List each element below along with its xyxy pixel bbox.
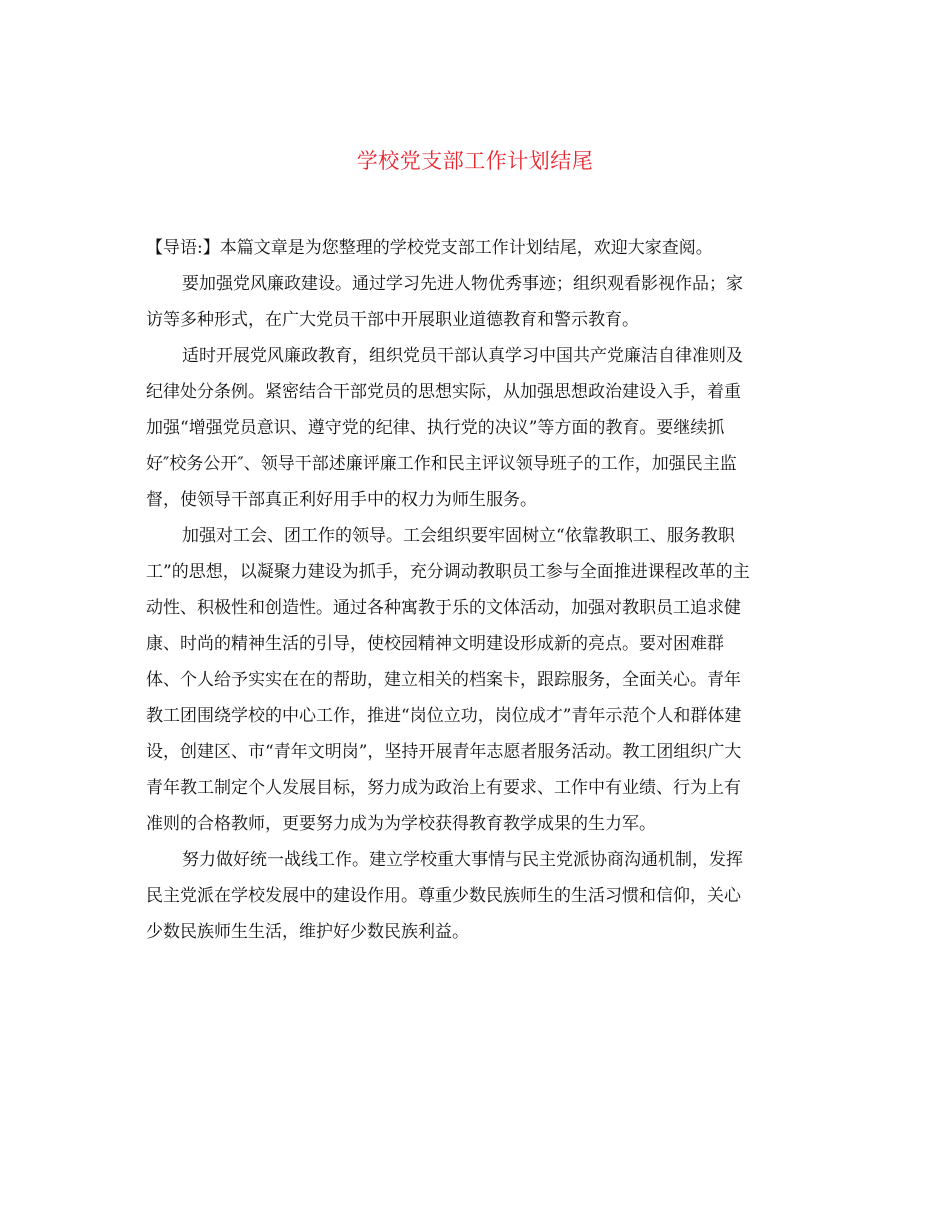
paragraph-3-line-4: 康、时尚的精神生活的引导，使校园精神文明建设形成新的亮点。要对困难群	[146, 634, 724, 654]
paragraph-3-line-6: 教工团围绕学校的中心工作，推进“岗位立功，岗位成才”青年示范个人和群体建	[146, 706, 742, 726]
paragraph-3-line-9: 准则的合格教师，更要努力成为为学校获得教育教学成果的生力军。	[146, 814, 656, 834]
paragraph-2-line-1: 适时开展党风廉政教育，组织党员干部认真学习中国共产党廉洁自律准则及	[182, 346, 743, 366]
paragraph-3-line-7: 设，创建区、市“青年文明岗”，坚持开展青年志愿者服务活动。教工团组织广大	[146, 742, 742, 762]
paragraph-1-line-1: 要加强党风廉政建设。通过学习先进人物优秀事迹；组织观看影视作品；家	[182, 274, 743, 294]
paragraph-2-line-2: 纪律处分条例。紧密结合干部党员的思想实际，从加强思想政治建设入手，着重	[146, 382, 741, 402]
intro-line: 【导语:】本篇文章是为您整理的学校党支部工作计划结尾，欢迎大家查阅。	[146, 238, 713, 258]
paragraph-4-line-3: 少数民族师生生活，维护好少数民族利益。	[146, 922, 469, 942]
paragraph-3-line-2: 工”的思想，以凝聚力建设为抓手，充分调动教职员工参与全面推进课程改革的主	[146, 562, 750, 582]
paragraph-2-line-5: 督，使领导干部真正利好用手中的权力为师生服务。	[146, 490, 537, 510]
paragraph-3-line-5: 体、个人给予实实在在的帮助，建立相关的档案卡，跟踪服务，全面关心。青年	[146, 670, 741, 690]
paragraph-2-line-3: 加强“增强党员意识、遵守党的纪律、执行党的决议”等方面的教育。要继续抓	[146, 418, 725, 438]
document-title: 学校党支部工作计划结尾	[356, 149, 594, 173]
paragraph-4-line-1: 努力做好统一战线工作。建立学校重大事情与民主党派协商沟通机制，发挥	[182, 850, 743, 870]
paragraph-1-line-2: 访等多种形式，在广大党员干部中开展职业道德教育和警示教育。	[146, 310, 639, 330]
document-body	[146, 230, 806, 950]
paragraph-3-line-3: 动性、积极性和创造性。通过各种寓教于乐的文体活动，加强对教职员工追求健	[146, 598, 741, 618]
paragraph-3-line-8: 青年教工制定个人发展目标，努力成为政治上有要求、工作中有业绩、行为上有	[146, 778, 741, 798]
paragraph-2-line-4: 好″校务公开″、领导干部述廉评廉工作和民主评议领导班子的工作，加强民主监	[146, 454, 737, 474]
paragraph-4-line-2: 民主党派在学校发展中的建设作用。尊重少数民族师生的生活习惯和信仰，关心	[146, 886, 741, 906]
paragraph-3-line-1: 加强对工会、团工作的领导。工会组织要牢固树立“依靠教职工、服务教职	[182, 526, 735, 546]
